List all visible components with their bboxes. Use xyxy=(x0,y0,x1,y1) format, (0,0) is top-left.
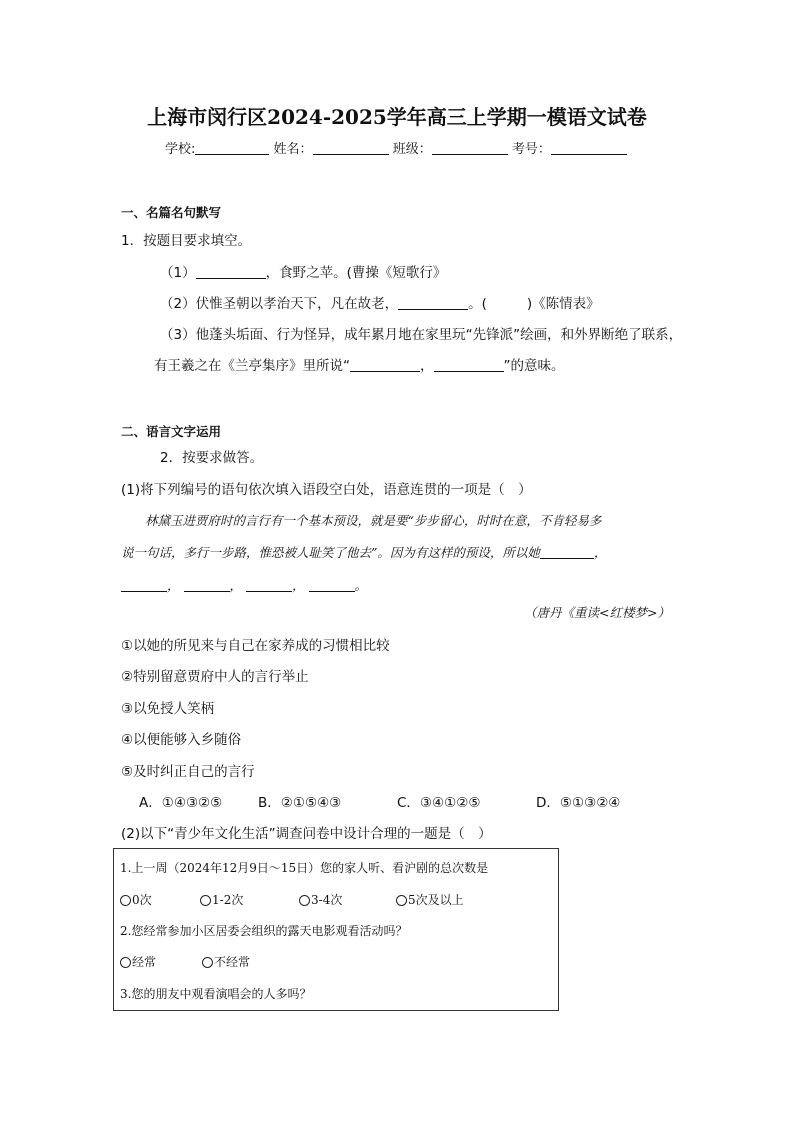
survey-question-3: 3.您的朋友中观看演唱会的人多吗？ xyxy=(120,987,312,1001)
survey-q1-option[interactable]: 1-2次 xyxy=(200,891,243,908)
passage-line-1: 林黛玉进贾府时的言行有一个基本预设，就是要“步步留心，时时在意，不肯轻易多 xyxy=(145,513,602,528)
survey-q2-option[interactable]: 不经常 xyxy=(202,953,250,970)
survey-box xyxy=(113,848,559,1011)
name-label: 姓名： xyxy=(273,142,313,157)
sentence-option: ④以便能够入乡随俗 xyxy=(121,732,242,748)
answer-blank[interactable] xyxy=(398,295,468,310)
school-field[interactable] xyxy=(195,140,269,155)
answer-option-b[interactable]: B．②①⑤④③ xyxy=(258,795,342,811)
passage-blank[interactable] xyxy=(121,577,167,592)
passage-source: （唐丹《重读<红楼梦>） xyxy=(524,605,670,620)
sentence-option: ①以她的所见来与自己在家养成的习惯相比较 xyxy=(121,638,390,654)
survey-question-1: 1.上一周（2024年12月9日～15日）您的家人听、看沪剧的总次数是 xyxy=(120,861,489,875)
exam-title: 上海市闵行区2024-2025学年高三上学期一模语文试卷 xyxy=(147,105,647,129)
answer-blank[interactable] xyxy=(350,357,420,372)
radio-circle-icon xyxy=(120,957,131,968)
radio-circle-icon xyxy=(120,895,131,906)
student-info-line xyxy=(165,138,627,157)
passage-line-3: ， ， ， 。 xyxy=(121,576,367,594)
question-1-stem: 1．按题目要求填空。 xyxy=(121,233,252,249)
passage-blank[interactable] xyxy=(309,577,355,592)
sentence-option: ⑤及时纠正自己的言行 xyxy=(121,764,255,780)
passage-blank[interactable] xyxy=(246,577,292,592)
section-heading-2: 二、语言文字运用 xyxy=(121,424,222,439)
radio-circle-icon xyxy=(299,895,310,906)
class-label: 班级： xyxy=(392,142,432,157)
exam-no-field[interactable] xyxy=(551,140,627,155)
section-heading-1: 一、名篇名句默写 xyxy=(121,205,222,220)
answer-blank[interactable] xyxy=(196,264,266,279)
q1-item-2: （2）伏惟圣朝以孝治天下，凡在故老， 。( )《陈情表》 xyxy=(160,296,600,312)
q1-item-3-line1: （3）他蓬头垢面、行为怪异，成年累月地在家里玩“先锋派”绘画，和外界断绝了联系， xyxy=(160,327,683,343)
passage-line-2: 说一句话，多行一步路，惟恐被人耻笑了他去”。因为有这样的预设，所以她 ， xyxy=(121,545,607,560)
answer-option-d[interactable]: D．⑤①③②④ xyxy=(536,795,621,811)
survey-q1-option[interactable]: 3-4次 xyxy=(299,891,342,908)
radio-circle-icon xyxy=(396,895,407,906)
q1-item-1: （1） ，食野之苹。(曹操《短歌行》 xyxy=(160,265,447,281)
passage-blank[interactable] xyxy=(540,544,594,559)
sub-question-2-stem: (2)以下“青少年文化生活”调查问卷中设计合理的一题是（ ） xyxy=(121,826,492,842)
survey-q1-option[interactable]: 0次 xyxy=(120,891,152,908)
survey-q1-option[interactable]: 5次及以上 xyxy=(396,891,464,908)
survey-q2-option[interactable]: 经常 xyxy=(120,953,156,970)
answer-option-a[interactable]: A．①④③②⑤ xyxy=(139,795,223,811)
radio-circle-icon xyxy=(202,957,213,968)
name-field[interactable] xyxy=(313,140,389,155)
sentence-option: ③以免授人笑柄 xyxy=(121,701,215,717)
answer-option-c[interactable]: C．③④①②⑤ xyxy=(397,795,481,811)
passage-blank[interactable] xyxy=(184,577,230,592)
radio-circle-icon xyxy=(200,895,211,906)
sub-question-1-stem: (1)将下列编号的语句依次填入语段空白处，语意连贯的一项是（ ） xyxy=(121,482,532,498)
survey-question-2: 2.您经常参加小区居委会组织的露天电影观看活动吗？ xyxy=(120,924,408,938)
answer-blank[interactable] xyxy=(434,357,504,372)
question-2-stem: 2．按要求做答。 xyxy=(160,450,264,466)
class-field[interactable] xyxy=(432,140,508,155)
q1-item-3-line2: 有王羲之在《兰亭集序》里所说“ ， ”的意味。 xyxy=(154,358,565,374)
sentence-option: ②特别留意贾府中人的言行举止 xyxy=(121,669,309,685)
school-label: 学校: xyxy=(165,142,196,157)
exam-no-label: 考号： xyxy=(511,142,551,157)
